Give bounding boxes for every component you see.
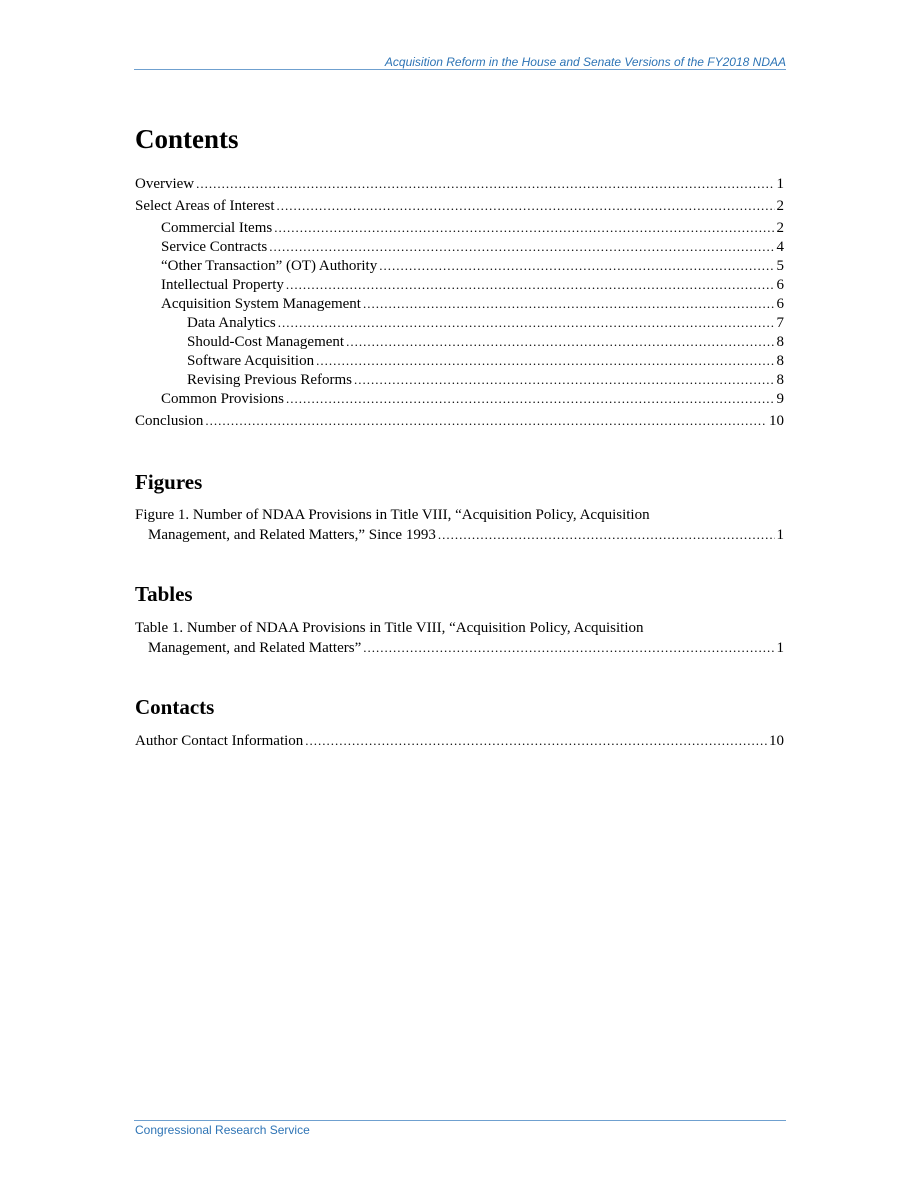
- toc-entry-continuation: [135, 525, 784, 545]
- contents-list: [135, 174, 784, 430]
- figures-heading: Figures: [135, 470, 203, 494]
- toc-entry-label: Conclusion: [135, 413, 204, 429]
- dot-leader: [278, 313, 775, 332]
- toc-entry-page: 10: [769, 733, 784, 749]
- toc-entry-page: 6: [776, 277, 784, 293]
- contents-heading: Contents: [135, 124, 239, 154]
- toc-entry-service-contracts[interactable]: [135, 237, 784, 256]
- toc-entry-label: Acquisition System Management: [161, 296, 361, 312]
- header-divider: [134, 69, 786, 70]
- toc-entry-data-analytics[interactable]: [135, 313, 784, 332]
- toc-entry-software-acquisition[interactable]: [135, 351, 784, 370]
- dot-leader: [379, 256, 774, 275]
- toc-entry-conclusion[interactable]: [135, 411, 784, 430]
- running-header: Acquisition Reform in the House and Senate Versions of the FY2018 NDAA: [384, 55, 786, 69]
- toc-entry-page: 8: [776, 353, 784, 369]
- toc-entry-page: 4: [776, 239, 784, 255]
- dot-leader: [363, 638, 774, 657]
- toc-entry-revising-previous-reforms[interactable]: [135, 370, 784, 389]
- toc-entry-label: Software Acquisition: [187, 353, 315, 369]
- toc-entry-label-continued: Management, and Related Matters,” Since 1993: [148, 527, 436, 543]
- toc-entry-label: Service Contracts: [161, 239, 268, 255]
- dot-leader: [286, 275, 775, 294]
- toc-entry-common-provisions[interactable]: [135, 389, 784, 408]
- toc-entry-overview[interactable]: [135, 174, 784, 193]
- toc-entry-continuation: [135, 638, 784, 658]
- toc-entry-commercial-items[interactable]: [135, 218, 784, 237]
- dot-leader: [316, 351, 774, 370]
- footer-divider: [134, 1120, 786, 1121]
- toc-entry-label: Figure 1. Number of NDAA Provisions in Title VIII, “Acquisition Policy, Acquisition: [135, 507, 650, 523]
- toc-entry-label: Select Areas of Interest: [135, 198, 275, 214]
- dot-leader: [438, 525, 775, 544]
- dot-leader: [286, 389, 775, 408]
- toc-entry-label: Author Contact Information: [135, 733, 304, 749]
- toc-entry-page: 2: [776, 220, 784, 236]
- dot-leader: [274, 218, 774, 237]
- toc-entry-label: Intellectual Property: [161, 277, 284, 293]
- dot-leader: [269, 237, 774, 256]
- contacts-list: [135, 731, 784, 750]
- toc-entry-page: 2: [776, 198, 784, 214]
- toc-entry-page: 1: [776, 176, 784, 192]
- toc-entry-label: Revising Previous Reforms: [187, 372, 352, 388]
- toc-entry-author-contact-information[interactable]: [135, 731, 784, 750]
- toc-entry-label: Commercial Items: [161, 220, 273, 236]
- dot-leader: [346, 332, 774, 351]
- dot-leader: [277, 196, 775, 215]
- toc-entry-label: Overview: [135, 176, 195, 192]
- tables-heading: Tables: [135, 582, 193, 606]
- toc-entry-label: Data Analytics: [187, 315, 276, 331]
- toc-entry-page: 7: [776, 315, 784, 331]
- toc-entry-page: 8: [776, 334, 784, 350]
- toc-entry-page: 1: [776, 527, 784, 543]
- toc-entry-page: 9: [776, 391, 784, 407]
- dot-leader: [305, 731, 767, 750]
- toc-entry-should-cost-management[interactable]: [135, 332, 784, 351]
- toc-entry-select-areas-of-interest[interactable]: [135, 196, 784, 215]
- toc-entry-intellectual-property[interactable]: [135, 275, 784, 294]
- dot-leader: [196, 174, 774, 193]
- toc-entry-other-transaction-authority[interactable]: [135, 256, 784, 275]
- toc-entry-label: Table 1. Number of NDAA Provisions in Title VIII, “Acquisition Policy, Acquisition: [135, 620, 644, 636]
- toc-entry-label: Common Provisions: [161, 391, 284, 407]
- contacts-heading: Contacts: [135, 695, 215, 719]
- toc-entry-label: Should-Cost Management: [187, 334, 345, 350]
- footer-organization: Congressional Research Service: [135, 1123, 310, 1137]
- toc-entry-figure-1[interactable]: [135, 506, 784, 545]
- toc-entry-label-continued: Management, and Related Matters”: [148, 640, 362, 656]
- dot-leader: [363, 294, 775, 313]
- toc-entry-page: 6: [776, 296, 784, 312]
- toc-entry-table-1[interactable]: [135, 619, 784, 658]
- dot-leader: [354, 370, 775, 389]
- toc-entry-page: 5: [776, 258, 784, 274]
- toc-entry-label: “Other Transaction” (OT) Authority: [161, 258, 378, 274]
- toc-entry-page: 1: [776, 640, 784, 656]
- dot-leader: [205, 411, 767, 430]
- toc-entry-page: 8: [776, 372, 784, 388]
- toc-entry-acquisition-system-management[interactable]: [135, 294, 784, 313]
- toc-entry-page: 10: [769, 413, 784, 429]
